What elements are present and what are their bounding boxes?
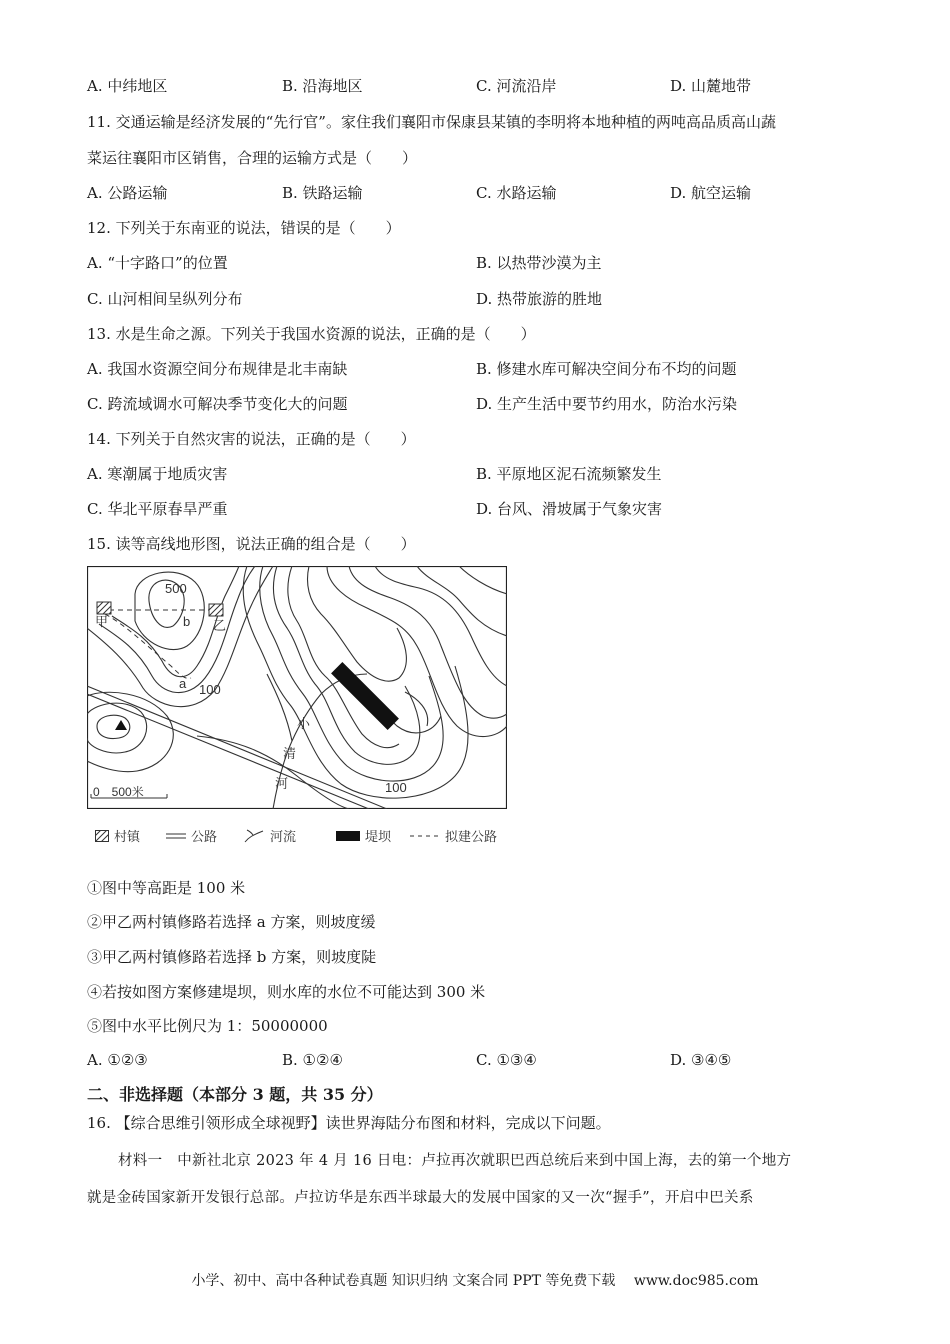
q13-option-d: D. 生产生活中要节约用水，防治水污染 bbox=[476, 395, 738, 413]
q14-option-b: B. 平原地区泥石流频繁发生 bbox=[476, 465, 662, 483]
q15-statement-2: ②甲乙两村镇修路若选择 a 方案，则坡度缓 bbox=[87, 913, 376, 931]
q15-option-d: D. ③④⑤ bbox=[670, 1051, 732, 1069]
legend-proposed-road-label: 拟建公路 bbox=[445, 829, 498, 844]
legend-river bbox=[243, 826, 296, 845]
q14-stem: 14. 下列关于自然灾害的说法，正确的是（ ） bbox=[87, 430, 416, 448]
q10-option-d: D. 山麓地带 bbox=[670, 77, 752, 95]
q13-option-a: A. 我国水资源空间分布规律是北丰南缺 bbox=[87, 360, 348, 378]
q10-option-b: B. 沿海地区 bbox=[282, 77, 363, 95]
legend-village-label: 村镇 bbox=[114, 829, 141, 844]
legend-road bbox=[166, 826, 217, 845]
q13-option-c: C. 跨流域调水可解决季节变化大的问题 bbox=[87, 395, 348, 413]
q11-stem-line2: 菜运往襄阳市区销售，合理的运输方式是（ ） bbox=[87, 149, 418, 167]
legend-dam bbox=[336, 826, 391, 845]
label-100-left: 100 bbox=[199, 682, 221, 697]
page-footer: 小学、初中、高中各种试卷真题 知识归纳 文案合同 PPT 等免费下载 www.doc985.com bbox=[191, 1273, 759, 1289]
q16-material-line2: 就是金砖国家新开发银行总部。卢拉访华是东西半球最大的发展中国家的又一次“握手”，开启中巴关系 bbox=[87, 1190, 754, 1206]
q15-statement-5: ⑤图中水平比例尺为 1：50000000 bbox=[87, 1017, 328, 1035]
label-scale: 0 500米 bbox=[93, 785, 144, 799]
legend-dam-label: 堤坝 bbox=[365, 829, 392, 844]
q13-option-b: B. 修建水库可解决空间分布不均的问题 bbox=[476, 360, 737, 378]
q16-material-line1: 材料一 中新社北京 2023 年 4 月 16 日电：卢拉再次就职巴西总统后来到中国上海，去的第一个地方 bbox=[118, 1153, 792, 1169]
q14-option-a: A. 寒潮属于地质灾害 bbox=[87, 465, 228, 483]
q11-option-d: D. 航空运输 bbox=[670, 184, 752, 202]
q16-stem: 16. 【综合思维引领形成全球视野】读世界海陆分布图和材料，完成以下问题。 bbox=[87, 1114, 611, 1132]
q11-option-a: A. 公路运输 bbox=[87, 184, 168, 202]
section-2-heading: 二、非选择题（本部分 3 题，共 35 分） bbox=[87, 1085, 383, 1104]
q12-option-d: D. 热带旅游的胜地 bbox=[476, 290, 603, 308]
village-icon bbox=[95, 830, 109, 842]
q11-stem-line1: 11. 交通运输是经济发展的“先行官”。家住我们襄阳市保康县某镇的李明将本地种植的两吨高品质高山蔬 bbox=[87, 113, 776, 131]
q15-statement-3: ③甲乙两村镇修路若选择 b 方案，则坡度陡 bbox=[87, 948, 377, 966]
q12-option-b: B. 以热带沙漠为主 bbox=[476, 254, 602, 272]
q12-option-a: A. “十字路口”的位置 bbox=[87, 254, 228, 272]
label-100-bottom: 100 bbox=[385, 780, 407, 795]
q14-option-d: D. 台风、滑坡属于气象灾害 bbox=[476, 500, 663, 518]
q10-option-a: A. 中纬地区 bbox=[87, 77, 168, 95]
q15-statement-4: ④若按如图方案修建堤坝，则水库的水位不可能达到 300 米 bbox=[87, 983, 486, 1001]
village-yi bbox=[209, 604, 223, 616]
dam-icon bbox=[336, 830, 360, 842]
label-a: a bbox=[179, 676, 187, 691]
q15-option-c: C. ①③④ bbox=[476, 1051, 537, 1069]
village-jia bbox=[97, 602, 111, 614]
q15-option-b: B. ①②④ bbox=[282, 1051, 343, 1069]
q15-stem: 15. 读等高线地形图，说法正确的组合是（ ） bbox=[87, 535, 416, 553]
q10-option-c: C. 河流沿岸 bbox=[476, 77, 557, 95]
river-legend-icon bbox=[243, 829, 265, 843]
road-icon bbox=[166, 832, 186, 840]
legend-proposed-road bbox=[410, 826, 497, 845]
q15-statement-1: ①图中等高距是 100 米 bbox=[87, 879, 246, 897]
legend-river-label: 河流 bbox=[270, 829, 297, 844]
label-yi: 乙 bbox=[213, 618, 227, 633]
q14-option-c: C. 华北平原春旱严重 bbox=[87, 500, 228, 518]
label-river-3: 河 bbox=[275, 776, 289, 791]
legend-road-label: 公路 bbox=[191, 829, 218, 844]
q13-stem: 13. 水是生命之源。下列关于我国水资源的说法，正确的是（ ） bbox=[87, 325, 536, 343]
q15-option-a: A. ①②③ bbox=[87, 1051, 148, 1069]
q11-option-b: B. 铁路运输 bbox=[282, 184, 363, 202]
label-river-1: 小 bbox=[297, 716, 311, 731]
legend-village bbox=[95, 826, 140, 845]
q12-option-c: C. 山河相间呈纵列分布 bbox=[87, 290, 243, 308]
label-500: 500 bbox=[165, 581, 187, 596]
contour-map bbox=[87, 566, 507, 809]
q12-stem: 12. 下列关于东南亚的说法，错误的是（ ） bbox=[87, 219, 401, 237]
label-river-2: 清 bbox=[283, 746, 297, 761]
label-b: b bbox=[183, 614, 191, 629]
q11-option-c: C. 水路运输 bbox=[476, 184, 557, 202]
dashed-line-icon bbox=[410, 833, 440, 839]
label-jia: 甲 bbox=[95, 614, 109, 629]
